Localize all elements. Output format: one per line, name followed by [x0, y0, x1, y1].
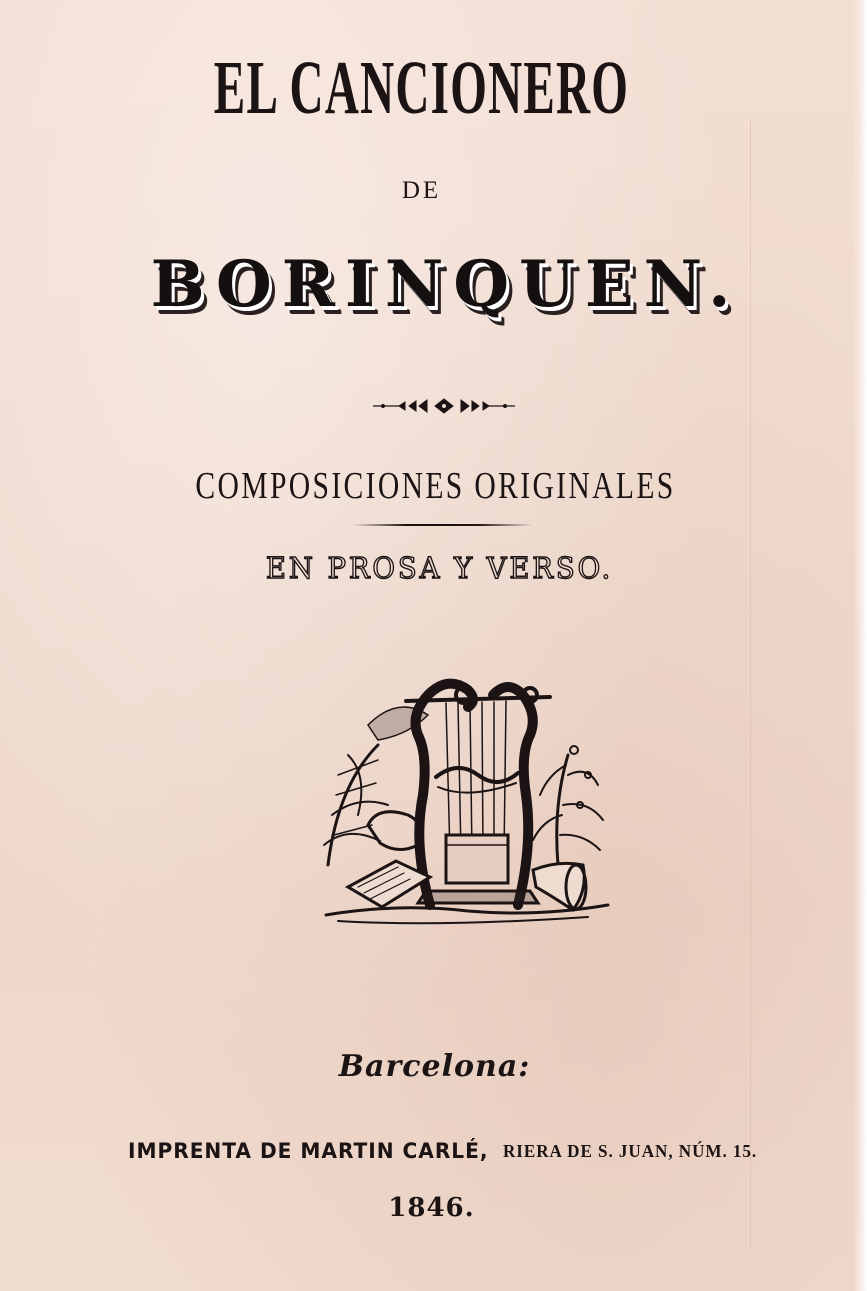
subtitle-divider	[352, 524, 532, 526]
floral-rule-ornament-icon	[369, 396, 519, 416]
title-line-1: EL CANCIONERO	[213, 46, 630, 130]
main-title: BORINQUEN.	[150, 247, 741, 322]
publication-year: 1846.	[388, 1193, 475, 1223]
imprint-line	[0, 1137, 867, 1177]
imprint-city: Barcelona:	[338, 1049, 531, 1084]
subtitle-line-1: COMPOSICIONES ORIGINALES	[195, 465, 676, 507]
imprint-address: RIERA DE S. JUAN, NÚM. 15.	[503, 1141, 758, 1161]
title-line-2: DE	[401, 177, 442, 204]
page-right-edge	[853, 0, 867, 1291]
imprint-printer: IMPRENTA DE MARTIN CARLÉ,	[128, 1139, 489, 1163]
subtitle-line-2: EN PROSA Y VERSO.	[265, 551, 614, 585]
lyre-vignette-icon	[318, 665, 613, 933]
